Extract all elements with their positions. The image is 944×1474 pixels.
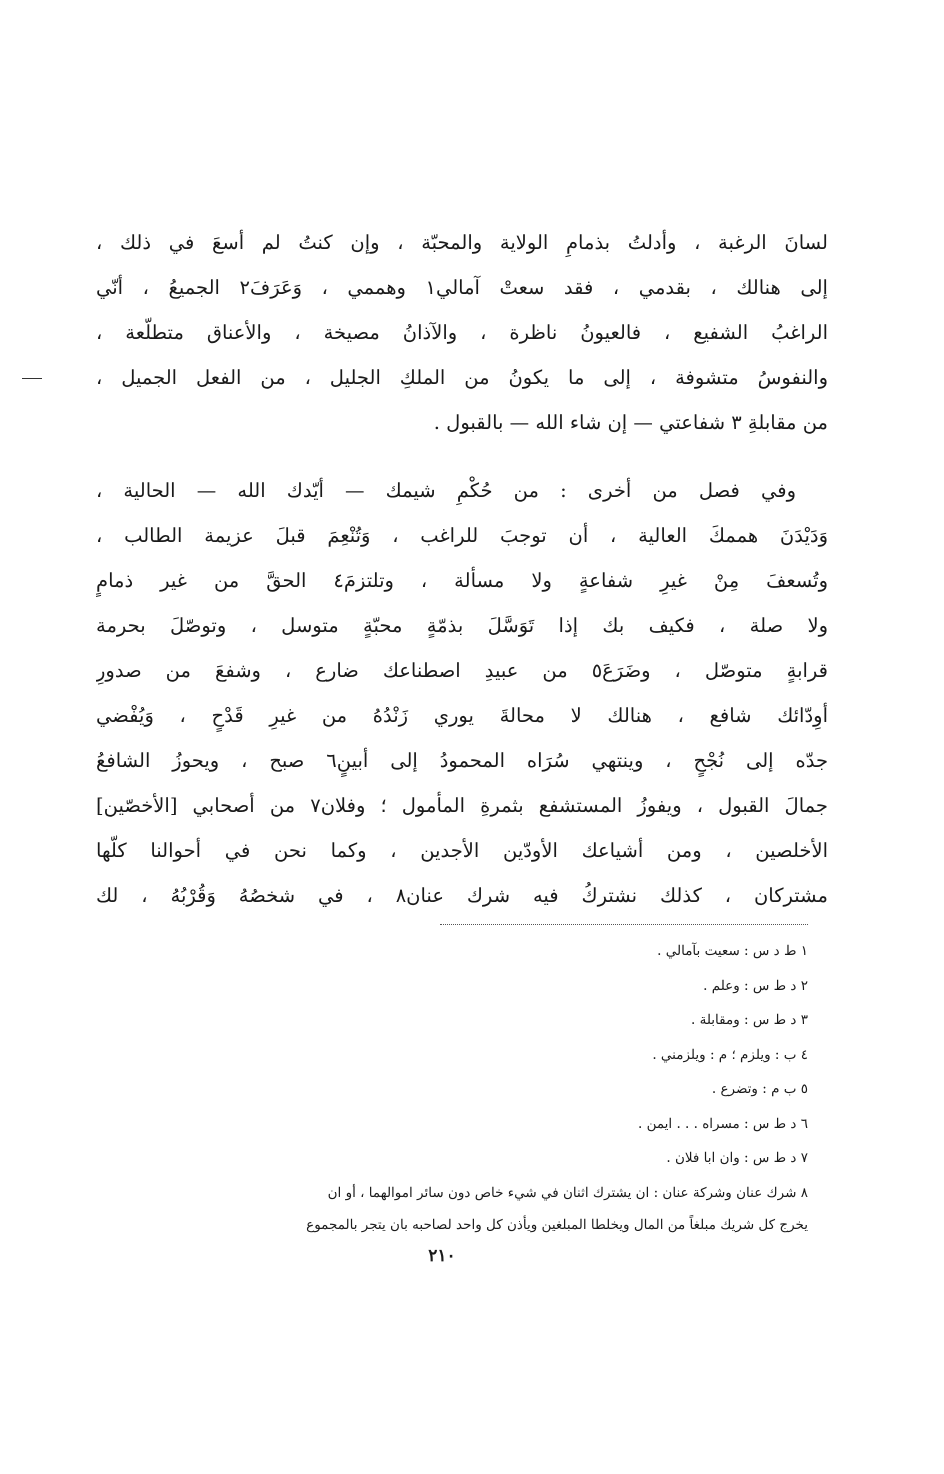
footnote-divider [440, 924, 808, 925]
text-line: وفي فصل من أخرى : من حُكْمِ شيمك — أيّدك الله — الحالية ، [96, 479, 796, 502]
text-line: إلى هنالك ، بقدمي ، فقد سعتْ آمالي١ وهممي ، وَعَرَفَ٢ الجميعُ ، أنّي [96, 276, 828, 299]
footnote: ٣ د ط س : ومقابلة . [691, 1012, 808, 1028]
footnote: ٢ د ط س : وعلم . [703, 977, 808, 994]
margin-mark [22, 378, 42, 379]
text-line: ولا صلة ، فكيف بك إذا تَوَسَّلَ بذمّةٍ محبّةٍ متوسل ، وتوصّلَ بحرمة [96, 614, 828, 637]
paragraph-2 [96, 468, 828, 918]
text-line: أوِدّائك شافع ، هنالك لا محالةَ يوري زَنْدُهُ من غيرِ قَدْحٍ ، وَيُفْضي [96, 704, 828, 727]
text-line: الأخلصين ، ومن أشياعك الأودّين الأجدين ، وكما نحن في أحوالنا كلّها [96, 839, 828, 862]
text-line: الراغبُ الشفيع ، فالعيونُ ناظرة ، والآذانُ مصيخة ، والأعناق متطلّعة ، [96, 321, 828, 344]
footnote: ٤ ب : ويلزم ؛ م : ويلزمني . [652, 1046, 808, 1063]
footnote: ٨ شرك عنان وشركة عنان : ان يشترك اثنان في شيء خاص دون سائر اموالهما ، أو ان [327, 1184, 808, 1201]
footnote-continuation: يخرج كل شريك مبلغاً من المال ويخلطا المبلغين ويأذن كل واحد لصاحبه بان يتجر بالمجموع [306, 1217, 808, 1233]
text-line: مشتركان ، كذلك نشتركُ فيه شرك عنان٨ ، في شخصُهُ وَقُرْبُهُ ، لك [96, 884, 828, 907]
page-number: ٢١٠ [428, 1246, 456, 1266]
footnotes [96, 934, 808, 1240]
text-line: لسانَ الرغبة ، وأدلتُ بذمامِ الولاية والمحبّة ، وإن كنتُ لم أسعَ في ذلك ، [96, 231, 828, 254]
text-line: جدّه إلى نُجْحٍ ، وينتهي سُرَاه المحمودُ إلى أبينٍ٦ صبح ، ويحوزُ الشافعُ [96, 749, 828, 772]
footnote: ٥ ب م : وتضرع . [711, 1081, 808, 1097]
text-line: من مقابلةِ ٣ شفاعتي — إن شاء الله — بالقبول . [433, 411, 828, 434]
text-line: والنفوسُ متشوفة ، إلى ما يكونُ من الملكِ الجليل ، من الفعل الجميل ، [96, 366, 828, 389]
text-line: جمالَ القبول ، ويفوزُ المستشفع بثمرةِ المأمول ؛ وفلان٧ من أصحابي [الأخصّين] [96, 794, 828, 817]
footnote: ٦ د ط س : مسراه . . . ايمن . [637, 1115, 808, 1132]
footnote: ٧ د ط س : وان ابا فلان . [666, 1150, 808, 1166]
footnote: ١ ط د س : سعيت بآمالي . [657, 943, 808, 959]
text-line: قرابةٍ متوصّل ، وضَرَعَ٥ من عبيدِ اصطناعك ضارع ، وشفعَ من صدورِ [96, 659, 828, 682]
paragraph-1 [96, 220, 828, 445]
text-line: وتُسعفَ مِنْ غيرِ شفاعةٍ ولا مسألة ، وتلتزمَ٤ الحقَّ من غير ذمامٍ [96, 569, 828, 592]
text-line: وَدَيْدَنَ هممكَ العالية ، أن توجبَ للراغب ، وَتُنْعِمَ قبلَ عزيمة الطالب ، [96, 524, 828, 547]
